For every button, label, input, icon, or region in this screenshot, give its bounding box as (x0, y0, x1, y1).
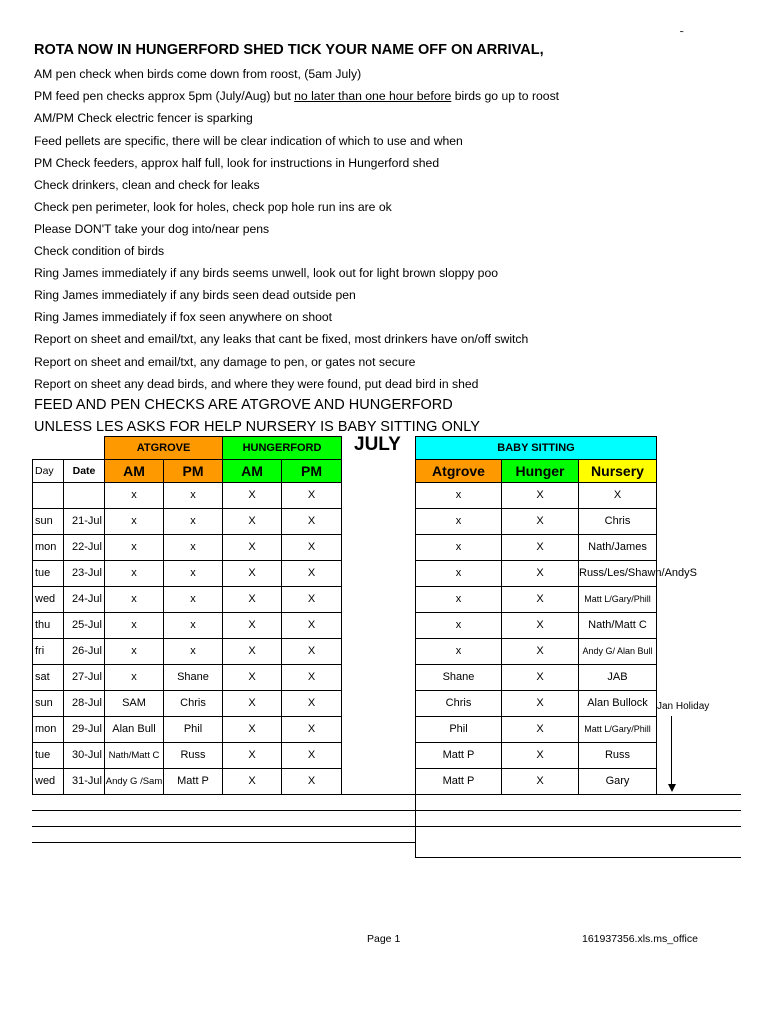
cell-baby-nursery: Nath/James (579, 535, 657, 561)
cell-atgrove-pm: Shane (164, 665, 223, 691)
cell-day: fri (33, 639, 64, 665)
cell-atgrove-pm: Russ (164, 743, 223, 769)
group-baby-sitting: BABY SITTING (416, 437, 657, 460)
table-row (33, 535, 342, 561)
cell-atgrove-am: x (105, 509, 164, 535)
month-heading: JULY (354, 434, 401, 455)
cell-hungerford-am: X (223, 717, 282, 743)
cell-baby-atgrove: Shane (416, 665, 502, 691)
cell-date: 30-Jul (64, 743, 105, 769)
cell-day: mon (33, 717, 64, 743)
table-row (33, 639, 342, 665)
cell-baby-atgrove: x (416, 561, 502, 587)
cell-baby-hunger: X (502, 587, 579, 613)
cell-hungerford-am: X (223, 587, 282, 613)
cell-baby-nursery: Chris (579, 509, 657, 535)
cell-baby-nursery: Russ (579, 743, 657, 769)
table-row (33, 613, 342, 639)
cell-baby-nursery: Alan Bullock (579, 691, 657, 717)
cell-day: sun (33, 509, 64, 535)
cell-hungerford-pm: X (282, 691, 342, 717)
cell-hungerford-pm: X (282, 561, 342, 587)
table-row (33, 587, 342, 613)
cell-atgrove-pm: x (164, 561, 223, 587)
cell-atgrove-pm: x (164, 613, 223, 639)
cell-day: wed (33, 769, 64, 795)
table-row (33, 483, 342, 509)
cell-atgrove-am: x (105, 639, 164, 665)
cell-hungerford-am: X (223, 665, 282, 691)
cell-baby-nursery: Gary (579, 769, 657, 795)
cell-baby-atgrove: x (416, 483, 502, 509)
cell-atgrove-am: x (105, 665, 164, 691)
cell-baby-atgrove: x (416, 509, 502, 535)
cell-hungerford-pm: X (282, 587, 342, 613)
table-row (416, 639, 657, 665)
cell-baby-nursery: Matt L/Gary/Phill (579, 587, 657, 613)
cell-hungerford-pm: X (282, 509, 342, 535)
col-baby-atgrove: Atgrove (416, 460, 502, 483)
cell-atgrove-am: x (105, 587, 164, 613)
cell-baby-atgrove: x (416, 639, 502, 665)
cell-date (64, 483, 105, 509)
cell-baby-atgrove: x (416, 613, 502, 639)
corner-mark: ˜ (680, 30, 684, 41)
col-date: Date (64, 460, 105, 483)
file-name: 161937356.xls.ms_office (582, 933, 698, 945)
cell-hungerford-am: X (223, 691, 282, 717)
cell-atgrove-am: Andy G /Sam (105, 769, 164, 795)
spacer-cell (64, 437, 105, 460)
cell-atgrove-pm: x (164, 639, 223, 665)
instruction-5: PM Check feeders, approx half full, look for instructions in Hungerford shed (34, 156, 440, 170)
table-row (416, 483, 657, 509)
cell-baby-atgrove: Phil (416, 717, 502, 743)
cell-date: 24-Jul (64, 587, 105, 613)
cell-atgrove-am: x (105, 561, 164, 587)
instruction-11: Ring James immediately if any birds seen dead outside pen (34, 288, 356, 302)
rule-line (32, 842, 415, 843)
cell-baby-nursery: X (579, 483, 657, 509)
rule-divider (415, 794, 416, 858)
cell-baby-nursery: Andy G/ Alan Bull (579, 639, 657, 665)
cell-baby-hunger: X (502, 639, 579, 665)
table-row (416, 587, 657, 613)
cell-date: 21-Jul (64, 509, 105, 535)
table-row (416, 769, 657, 795)
group-atgrove: ATGROVE (105, 437, 223, 460)
instruction-3: AM/PM Check electric fencer is sparking (34, 111, 253, 125)
table-row (416, 691, 657, 717)
cell-baby-hunger: X (502, 665, 579, 691)
cell-baby-nursery: Russ/Les/Shawn/AndyS (579, 561, 657, 587)
table-row (33, 769, 342, 795)
instruction-12: Ring James immediately if fox seen anywhere on shoot (34, 310, 333, 324)
cell-hungerford-pm: X (282, 613, 342, 639)
instruction-7: Check pen perimeter, look for holes, check pop hole run ins are ok (34, 200, 392, 214)
cell-atgrove-am: Nath/Matt C (105, 743, 164, 769)
down-arrow-line (671, 716, 672, 786)
cell-date: 22-Jul (64, 535, 105, 561)
cell-baby-atgrove: x (416, 587, 502, 613)
cell-atgrove-pm: x (164, 483, 223, 509)
table-row (33, 691, 342, 717)
rule-line (32, 794, 741, 795)
cell-day (33, 483, 64, 509)
notice-feed-checks: FEED AND PEN CHECKS ARE ATGROVE AND HUNGERFORD (34, 397, 453, 413)
cell-hungerford-am: X (223, 639, 282, 665)
cell-day: tue (33, 743, 64, 769)
col-atgrove-pm: PM (164, 460, 223, 483)
cell-date: 26-Jul (64, 639, 105, 665)
cell-hungerford-pm: X (282, 717, 342, 743)
cell-hungerford-am: X (223, 613, 282, 639)
rule-line (415, 857, 741, 858)
cell-atgrove-pm: x (164, 587, 223, 613)
cell-day: mon (33, 535, 64, 561)
rule-line (32, 826, 741, 827)
cell-date: 29-Jul (64, 717, 105, 743)
instruction-9: Check condition of birds (34, 244, 165, 258)
instruction-10: Ring James immediately if any birds seems unwell, look out for light brown sloppy poo (34, 266, 499, 280)
instruction-15: Report on sheet any dead birds, and where they were found, put dead bird in shed (34, 377, 479, 391)
cell-baby-atgrove: x (416, 535, 502, 561)
instruction-2-text: PM feed pen checks approx 5pm (July/Aug) but (34, 89, 295, 103)
cell-atgrove-pm: Matt P (164, 769, 223, 795)
table-row (416, 717, 657, 743)
down-arrow-icon (668, 784, 676, 792)
table-row (416, 665, 657, 691)
cell-hungerford-am: X (223, 483, 282, 509)
col-hungerford-pm: PM (282, 460, 342, 483)
cell-baby-hunger: X (502, 509, 579, 535)
cell-day: sun (33, 691, 64, 717)
feed-check-table (32, 436, 342, 795)
cell-atgrove-am: SAM (105, 691, 164, 717)
table-row (416, 613, 657, 639)
instruction-2-tail: birds go up to roost (451, 89, 560, 103)
cell-baby-atgrove: Chris (416, 691, 502, 717)
cell-hungerford-pm: X (282, 535, 342, 561)
cell-atgrove-pm: Chris (164, 691, 223, 717)
col-hungerford-am: AM (223, 460, 282, 483)
col-baby-nursery: Nursery (579, 460, 657, 483)
instruction-1: AM pen check when birds come down from roost, (5am July) (34, 67, 362, 81)
cell-baby-hunger: X (502, 769, 579, 795)
cell-baby-hunger: X (502, 561, 579, 587)
col-baby-hunger: Hunger (502, 460, 579, 483)
col-day: Day (33, 460, 64, 483)
cell-date: 23-Jul (64, 561, 105, 587)
cell-atgrove-pm: Phil (164, 717, 223, 743)
cell-atgrove-pm: x (164, 535, 223, 561)
cell-day: thu (33, 613, 64, 639)
cell-atgrove-am: x (105, 483, 164, 509)
cell-baby-hunger: X (502, 743, 579, 769)
cell-hungerford-am: X (223, 769, 282, 795)
cell-baby-atgrove: Matt P (416, 743, 502, 769)
table-row (416, 509, 657, 535)
cell-date: 31-Jul (64, 769, 105, 795)
cell-baby-hunger: X (502, 483, 579, 509)
cell-day: wed (33, 587, 64, 613)
table-row (416, 561, 657, 587)
table-row (33, 665, 342, 691)
table-row (416, 535, 657, 561)
page-title: ROTA NOW IN HUNGERFORD SHED TICK YOUR NAME OFF ON ARRIVAL, (34, 42, 544, 58)
table-row (33, 509, 342, 535)
spacer-cell (33, 437, 64, 460)
instruction-2-underlined: no later than one hour before (294, 89, 452, 103)
cell-baby-hunger: X (502, 717, 579, 743)
rule-line (32, 810, 741, 811)
cell-baby-hunger: X (502, 691, 579, 717)
table-row (416, 743, 657, 769)
cell-date: 27-Jul (64, 665, 105, 691)
table-row (33, 717, 342, 743)
holiday-note: Jan Holiday (657, 701, 710, 712)
instruction-13: Report on sheet and email/txt, any leaks that cant be fixed, most drinkers have on/off switch (34, 332, 529, 346)
instruction-14: Report on sheet and email/txt, any damage to pen, or gates not secure (34, 355, 416, 369)
cell-atgrove-pm: x (164, 509, 223, 535)
instruction-6: Check drinkers, clean and check for leaks (34, 178, 260, 192)
cell-date: 25-Jul (64, 613, 105, 639)
cell-baby-nursery: JAB (579, 665, 657, 691)
cell-atgrove-am: x (105, 535, 164, 561)
cell-baby-hunger: X (502, 613, 579, 639)
cell-baby-nursery: Nath/Matt C (579, 613, 657, 639)
cell-hungerford-pm: X (282, 743, 342, 769)
notice-baby-sitting: UNLESS LES ASKS FOR HELP NURSERY IS BABY SITTING ONLY (34, 419, 480, 435)
cell-hungerford-am: X (223, 743, 282, 769)
cell-hungerford-am: X (223, 535, 282, 561)
instruction-4: Feed pellets are specific, there will be clear indication of which to use and when (34, 134, 463, 148)
cell-hungerford-pm: X (282, 639, 342, 665)
table-row (33, 561, 342, 587)
cell-day: tue (33, 561, 64, 587)
cell-hungerford-pm: X (282, 769, 342, 795)
cell-hungerford-pm: X (282, 483, 342, 509)
cell-baby-nursery: Matt L/Gary/Phill (579, 717, 657, 743)
cell-atgrove-am: x (105, 613, 164, 639)
cell-date: 28-Jul (64, 691, 105, 717)
cell-hungerford-pm: X (282, 665, 342, 691)
instruction-8: Please DON'T take your dog into/near pens (34, 222, 270, 236)
page-number: Page 1 (367, 933, 401, 945)
table-row (33, 743, 342, 769)
cell-atgrove-am: Alan Bull (105, 717, 164, 743)
col-atgrove-am: AM (105, 460, 164, 483)
instruction-2 (34, 89, 559, 103)
cell-hungerford-am: X (223, 561, 282, 587)
cell-hungerford-am: X (223, 509, 282, 535)
cell-baby-hunger: X (502, 535, 579, 561)
group-hungerford: HUNGERFORD (223, 437, 342, 460)
cell-day: sat (33, 665, 64, 691)
cell-baby-atgrove: Matt P (416, 769, 502, 795)
